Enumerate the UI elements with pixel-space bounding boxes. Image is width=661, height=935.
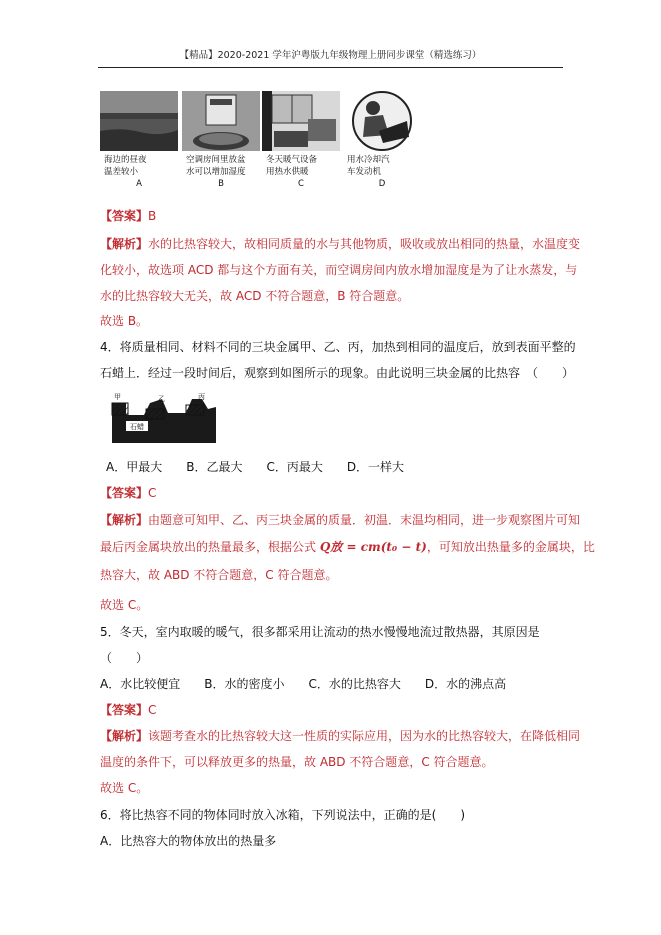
- q4-stem-line-2: 石蜡上．经过一段时间后，观察到如图所示的现象。由此说明三块金属的比热容 （ ）: [100, 366, 575, 380]
- q4-analysis-line-2: 最后丙金属块放出的热量最多，根据公式 Q放 = cm(t₀ − t)，可知放出热量多的金属块，比: [100, 540, 595, 554]
- figure-b: [182, 91, 260, 189]
- figure-a: [100, 91, 178, 189]
- figure-c: [262, 91, 340, 189]
- q4-answer: 【答案】C: [100, 486, 157, 500]
- figure-c-letter: C: [298, 179, 304, 189]
- metal-block-jia: [112, 403, 128, 415]
- q4-stem-line-1: 4．将质量相同、材料不同的三块金属甲、乙、丙，加热到相同的温度后，放到表面平整的: [100, 340, 576, 354]
- metal-block-yi: [146, 409, 164, 419]
- label-bing: 丙: [198, 393, 205, 401]
- heating-room-photo: [262, 91, 340, 151]
- figure-c-caption-1: 冬天暖气设备: [266, 155, 318, 165]
- figure-d-caption-2: 车发动机: [347, 167, 382, 177]
- page-header: 【精品】2020-2021 学年沪粤版九年级物理上册同步课堂（精选练习）: [98, 47, 563, 68]
- q5-stem-line-1: 5．冬天，室内取暖的暖气，很多都采用让流动的热水慢慢地流过散热器，其原因是: [100, 625, 540, 639]
- figure-a-letter: A: [136, 179, 142, 189]
- q6-option-a: A．比热容大的物体放出的热量多: [100, 834, 277, 848]
- q3-answer: 【答案】B: [100, 209, 157, 223]
- figure-d: [343, 91, 421, 189]
- q5-analysis-line-2: 温度的条件下，可以释放更多的热量，故 ABD 不符合题意，C 符合题意。: [100, 755, 494, 769]
- q4-options: A．甲最大 B．乙最大 C．丙最大 D．一样大: [106, 460, 405, 474]
- figure-b-letter: B: [218, 179, 224, 189]
- figure-b-caption-1: 空调房间里放盆: [186, 155, 246, 165]
- metal-block-bing: [186, 405, 204, 415]
- q5-answer: 【答案】C: [100, 703, 157, 717]
- q4-analysis-line-1: 【解析】由题意可知甲、乙、丙三块金属的质量．初温．末温均相同，进一步观察图片可知: [100, 513, 581, 527]
- q5-stem-line-2: （ ）: [100, 651, 149, 665]
- figure-a-caption-2: 温差较小: [104, 167, 139, 177]
- air-conditioner-photo: [182, 91, 260, 151]
- figure-a-caption-1: 海边的昼夜: [104, 155, 147, 165]
- q4-analysis-line-3: 热容大，故 ABD 不符合题意，C 符合题意。: [100, 568, 338, 582]
- q3-analysis-line-2: 化较小，故选项 ACD 都与这个方面有关，而空调房间内放水增加湿度是为了让水蒸发，与: [100, 263, 578, 277]
- figure-d-caption-1: 用水冷却汽: [347, 155, 390, 165]
- wax-label: 石蜡: [130, 423, 144, 431]
- label-jia: 甲: [114, 393, 121, 401]
- figure-d-letter: D: [378, 179, 386, 189]
- label-yi: 乙: [158, 395, 165, 403]
- figure-b-caption-2: 水可以增加湿度: [186, 167, 246, 177]
- q5-options: A．水比较便宜 B．水的密度小 C．水的比热容大 D．水的沸点高: [100, 677, 507, 691]
- q3-analysis-line-3: 水的比热容较大无关，故 ACD 不符合题意，B 符合题意。: [100, 289, 410, 303]
- q6-stem: 6．将比热容不同的物体同时放入冰箱，下列说法中，正确的是( ): [100, 808, 466, 822]
- q4-conclusion: 故选 C。: [100, 598, 149, 612]
- car-engine-photo: [343, 91, 421, 151]
- heat-formula: Q放 = cm(t₀ − t): [319, 540, 427, 554]
- figure-c-caption-2: 用热水供暖: [266, 167, 309, 177]
- q3-analysis-line-1: 【解析】水的比热容较大，故相同质量的水与其他物质，吸收或放出相同的热量，水温度变: [100, 237, 581, 251]
- q3-conclusion: 故选 B。: [100, 314, 149, 328]
- paraffin-metal-diagram: [108, 387, 220, 449]
- q5-analysis-line-1: 【解析】该题考查水的比热容较大这一性质的实际应用，因为水的比热容较大，在降低相同: [100, 729, 581, 743]
- seaside-photo: [100, 91, 178, 151]
- q5-conclusion: 故选 C。: [100, 781, 149, 795]
